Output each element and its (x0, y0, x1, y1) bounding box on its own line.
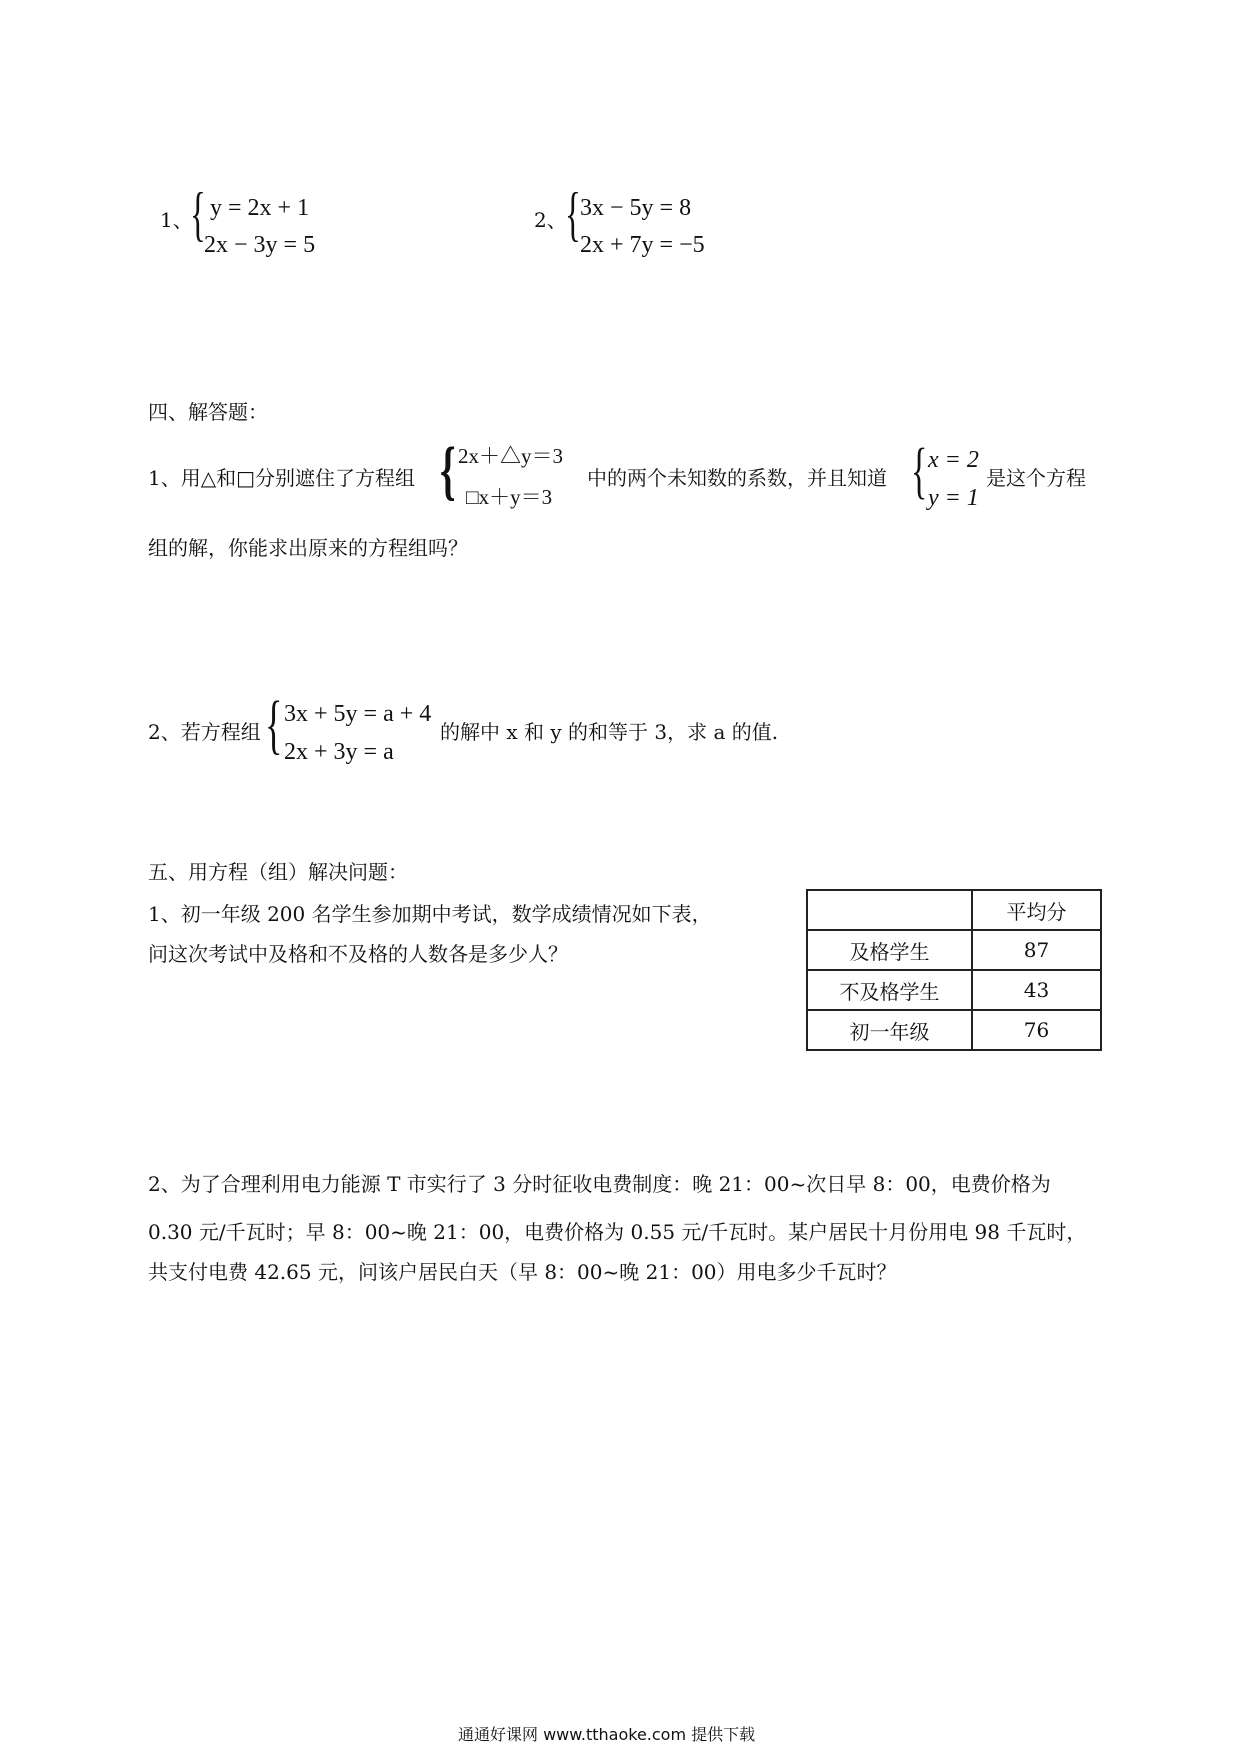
equation: x = 2 (928, 447, 979, 473)
question-number: 2、 (534, 208, 567, 232)
equation: 3x + 5y = a + 4 (284, 701, 432, 727)
table-cell: 43 (972, 970, 1101, 1010)
question-text: 中的两个未知数的系数，并且知道 (587, 466, 887, 490)
table-row (807, 930, 1101, 970)
table-cell: 不及格学生 (807, 970, 972, 1010)
question-text: 2、若方程组 (148, 720, 261, 744)
table-header-cell (807, 890, 972, 930)
equation: 2x − 3y = 5 (204, 232, 316, 258)
brace: { (440, 434, 456, 507)
equation: □x＋y＝3 (466, 485, 553, 509)
table-cell: 87 (972, 930, 1101, 970)
question-text: 的解中 x 和 y 的和等于 3，求 a 的值. (440, 720, 779, 744)
equation: 3x − 5y = 8 (580, 195, 692, 221)
equation: 2x＋△y＝3 (458, 444, 563, 468)
question-text: 问这次考试中及格和不及格的人数各是多少人？ (148, 942, 568, 966)
question-text: 共支付电费 42.65 元，问该户居民白天（早 8：00~晚 21：00）用电多少千瓦时？ (148, 1260, 897, 1284)
equation: y = 1 (928, 485, 979, 511)
section-title: 五、用方程（组）解决问题： (148, 860, 408, 884)
question-text: 是这个方程 (986, 466, 1086, 490)
brace: { (911, 437, 928, 505)
table-cell: 初一年级 (807, 1010, 972, 1050)
brace: { (190, 181, 206, 247)
equation: y = 2x + 1 (210, 195, 310, 221)
table-header-row (807, 890, 1101, 930)
table-row (807, 1010, 1101, 1050)
question-text: 1、用△和□分别遮住了方程组 (148, 466, 416, 490)
question-text: 2、为了合理利用电力能源 T 市实行了 3 分时征收电费制度：晚 21：00~次日早 8：00，电费价格为 (148, 1172, 1051, 1196)
question-text: 0.30 元/千瓦时；早 8：00~晚 21：00，电费价格为 0.55 元/千瓦时。某户居民十月份用电 98 千瓦时， (148, 1220, 1087, 1244)
table-cell: 及格学生 (807, 930, 972, 970)
page-footer: 通通好课网 www.tthaoke.com 提供下载 (458, 1725, 756, 1744)
table-row (807, 970, 1101, 1010)
table-cell: 76 (972, 1010, 1101, 1050)
brace: { (565, 181, 581, 247)
equation: 2x + 3y = a (284, 739, 394, 765)
brace: { (265, 688, 283, 761)
score-table (806, 889, 1102, 1051)
equation: 2x + 7y = −5 (580, 232, 705, 258)
table-header-cell: 平均分 (972, 890, 1101, 930)
section-title: 四、解答题： (148, 400, 268, 424)
question-text: 1、初一年级 200 名学生参加期中考试，数学成绩情况如下表， (148, 902, 712, 926)
question-number: 1、 (160, 208, 193, 232)
question-text: 组的解，你能求出原来的方程组吗？ (148, 536, 468, 560)
